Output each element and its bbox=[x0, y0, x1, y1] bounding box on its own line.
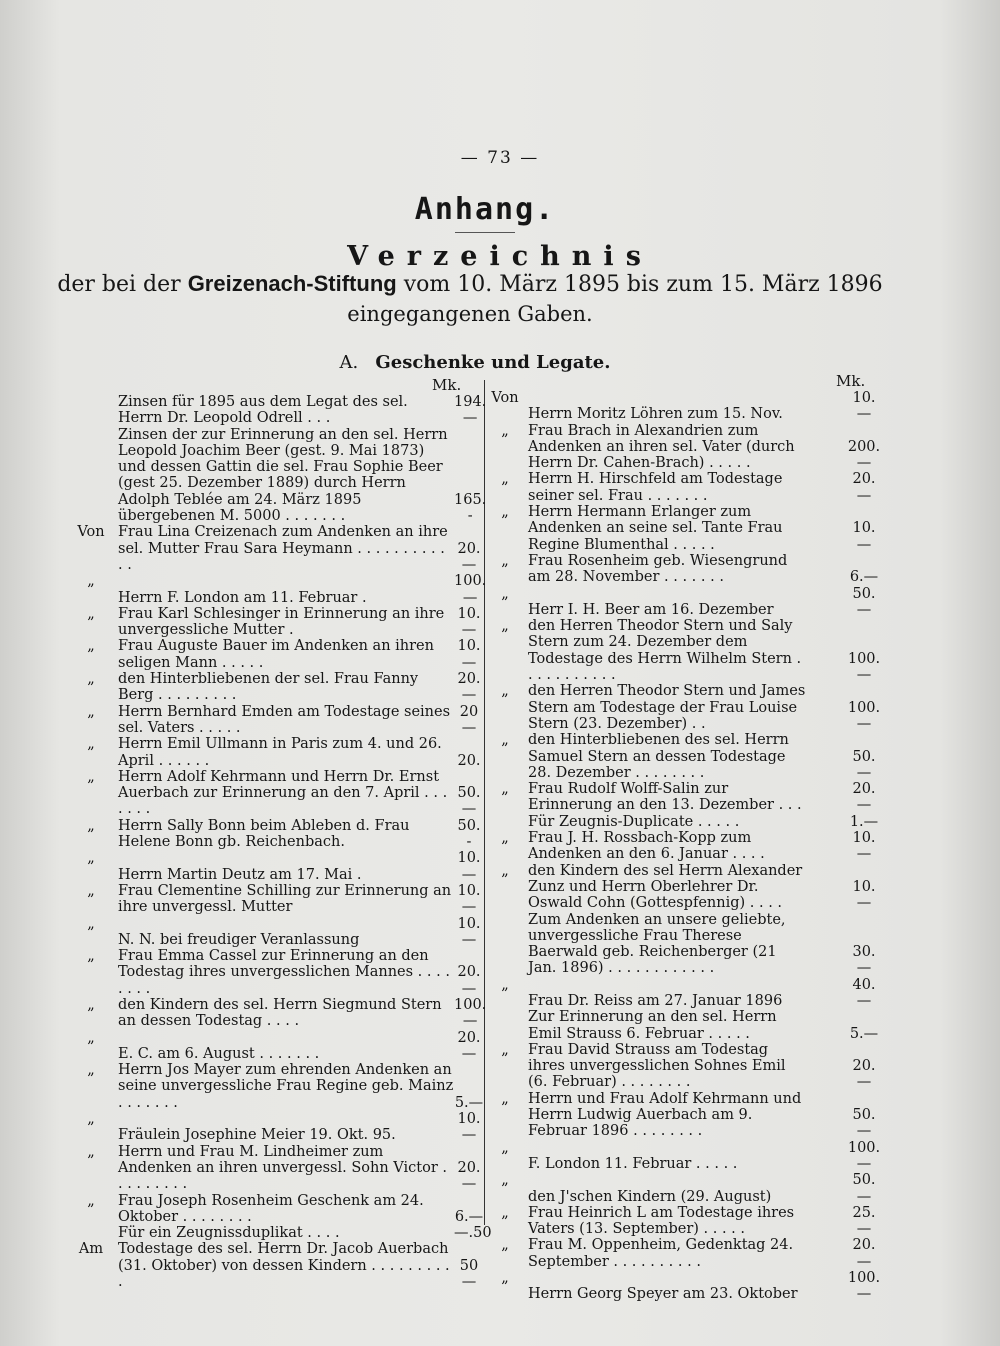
entry-text: Zur Erinnerung an den sel. Herrn Emil Strauss 6. Februar . . . . . bbox=[528, 1009, 777, 1042]
entry-text: Herrn Jos Mayer zum ehrenden Andenken an seine unvergessliche Frau Regine geb. Mainz . . . . . . . bbox=[118, 1062, 454, 1111]
entry-amount: 20.— bbox=[457, 964, 481, 997]
donation-entry bbox=[64, 426, 487, 525]
entry-amount: 5.— bbox=[454, 1094, 484, 1111]
entry-text: Herrn Adolf Kehrmann und Herrn Dr. Ernst Auerbach zur Erinnerung an den 7. April . . . . . . . bbox=[118, 768, 448, 818]
entry-text: Frau Clementine Schilling zur Erinnerung an ihre unvergessl. Mutter bbox=[118, 882, 452, 916]
entry-text: Herrn und Frau M. Lindheimer zum Andenken an ihren unvergessl. Sohn Victor . . . . . . . . . bbox=[118, 1143, 447, 1193]
entry-prefix: „ bbox=[87, 948, 95, 965]
entry-text: Herrn F. London am 11. Februar . bbox=[118, 589, 367, 606]
entry-prefix: „ bbox=[501, 1204, 509, 1221]
entry-text: Frau Brach in Alexandrien zum Andenken an ihren sel. Vater (durch Herrn Dr. Cahen-Brach) . . . . . bbox=[528, 422, 795, 472]
entry-amount: 20.— bbox=[457, 1159, 481, 1193]
donation-entry bbox=[64, 850, 484, 883]
entry-prefix: „ bbox=[501, 1090, 509, 1107]
donation-entry bbox=[482, 504, 882, 553]
entry-prefix: Am bbox=[78, 1241, 104, 1258]
entry-text: Frau David Strauss am Todestag ihres unvergesslichen Sohnes Emil (6. Februar) . . . . . . . . bbox=[528, 1041, 786, 1091]
entry-amount: 6.— bbox=[849, 569, 879, 586]
entry-amount: 1.— bbox=[849, 813, 879, 830]
entry-amount: 10.— bbox=[852, 878, 876, 912]
subtitle-line-2: eingegangenen Gaben. bbox=[347, 302, 593, 326]
donation-entry bbox=[64, 638, 484, 671]
entry-amount: 10.— bbox=[457, 850, 481, 883]
entry-text: Todestage des sel. Herrn Dr. Jacob Auerbach (31. Oktober) von dessen Kindern . . . . . . . . . . bbox=[118, 1241, 450, 1291]
entry-text: Herrn Moritz Löhren zum 15. Nov. bbox=[528, 406, 783, 423]
entry-text: Fräulein Josephine Meier 19. Okt. 95. bbox=[118, 1127, 396, 1144]
entry-text: Frau Emma Cassel zur Erinnerung an den Todestag ihres unvergesslichen Mannes . . . . . . . . bbox=[118, 948, 450, 997]
entry-prefix: „ bbox=[87, 915, 95, 932]
entry-prefix: „ bbox=[87, 736, 95, 753]
entry-prefix: Von bbox=[77, 524, 105, 541]
entry-prefix: „ bbox=[87, 671, 95, 688]
donation-entry bbox=[482, 977, 882, 1010]
entry-text: Frau M. Oppenheim, Gedenktag 24. September . . . . . . . . . . bbox=[528, 1237, 794, 1270]
entry-text: Herrn Hermann Erlanger zum Andenken an seine sel. Tante Frau Regine Blumenthal . . . . . bbox=[528, 504, 783, 553]
donation-entry bbox=[482, 830, 882, 863]
entry-prefix: „ bbox=[501, 1139, 509, 1156]
donation-entry bbox=[64, 1193, 484, 1226]
entry-text: F. London 11. Februar . . . . . bbox=[528, 1155, 738, 1172]
entry-text: Für Zeugnis-Duplicate . . . . . bbox=[528, 813, 740, 830]
entry-amount: 165. - bbox=[454, 491, 487, 525]
entry-prefix: „ bbox=[87, 638, 95, 655]
entry-text: Herrn Emil Ullmann in Paris zum 4. und 26. April . . . . . . bbox=[118, 736, 442, 769]
entry-amount: 50.— bbox=[852, 585, 876, 618]
entry-text: Frau Karl Schlesinger in Erinnerung an ihre unvergessliche Mutter . bbox=[118, 605, 445, 639]
entry-amount: 50 — bbox=[459, 1257, 479, 1291]
entry-prefix: „ bbox=[501, 1172, 509, 1189]
donation-entry bbox=[482, 471, 882, 504]
entry-prefix: „ bbox=[501, 862, 509, 879]
entry-text: Zum Andenken an unsere geliebte, unvergessliche Frau Therese Baerwald geb. Reichenberger (21 Jan. 1896) . . . . . . . . . . . . bbox=[528, 911, 786, 977]
entry-text: Herrn H. Hirschfeld am Todestage seiner sel. Frau . . . . . . . bbox=[528, 471, 783, 504]
entry-amount: 20.— bbox=[852, 471, 876, 504]
donation-entry bbox=[482, 1091, 882, 1140]
entry-text: Frau Lina Creizenach zum Andenken an ihre sel. Mutter Frau Sara Heymann . . . . . . . . . . . . bbox=[118, 524, 448, 573]
entry-amount: 100.— bbox=[847, 1139, 881, 1172]
entry-prefix: „ bbox=[501, 552, 509, 569]
entry-prefix: „ bbox=[501, 1041, 509, 1058]
appendix-heading: Anhang. bbox=[414, 192, 556, 227]
entry-amount: 6.— bbox=[454, 1208, 484, 1225]
donation-entry bbox=[482, 1270, 882, 1303]
donation-entry bbox=[482, 618, 882, 683]
entry-prefix: „ bbox=[501, 1237, 509, 1254]
entry-prefix: „ bbox=[501, 471, 509, 488]
entry-amount: 50.— bbox=[852, 1172, 876, 1205]
donation-entry bbox=[64, 524, 484, 573]
right-column bbox=[482, 390, 882, 1303]
donation-entry bbox=[482, 732, 882, 781]
donation-entry bbox=[482, 1237, 882, 1270]
entry-amount: 100.— bbox=[454, 996, 487, 1030]
donation-entry bbox=[64, 1030, 484, 1063]
foundation-name: Greizenach-Stiftung bbox=[187, 271, 397, 296]
donation-entry bbox=[64, 996, 487, 1030]
donation-entry bbox=[64, 1241, 484, 1290]
donation-entry bbox=[64, 916, 484, 949]
entry-prefix: „ bbox=[501, 732, 509, 749]
donation-entry bbox=[64, 573, 487, 606]
currency-label-left: Mk. bbox=[432, 376, 462, 394]
entry-amount: 20.— bbox=[457, 671, 481, 704]
entry-amount: 20. bbox=[457, 752, 481, 769]
section-heading bbox=[0, 352, 950, 373]
entry-prefix: „ bbox=[87, 1029, 95, 1046]
heading-rule bbox=[455, 232, 515, 233]
entry-text: den Herren Theodor Stern und James Stern am Todestage der Frau Louise Stern (23. Dezember) . . bbox=[528, 683, 806, 732]
entry-amount: 100.— bbox=[454, 573, 487, 606]
donation-entry bbox=[64, 1111, 484, 1144]
entry-prefix: „ bbox=[501, 683, 509, 700]
entry-amount: 20.— bbox=[457, 1029, 481, 1062]
donation-entry bbox=[64, 671, 484, 704]
currency-label-right: Mk. bbox=[836, 372, 866, 390]
entry-text: E. C. am 6. August . . . . . . . bbox=[118, 1045, 320, 1062]
entry-amount: —.50 bbox=[454, 1225, 492, 1242]
entry-amount: 100.— bbox=[847, 1270, 881, 1303]
donation-entry bbox=[482, 553, 882, 586]
entry-text: Herr I. H. Beer am 16. Dezember bbox=[528, 601, 774, 618]
entry-text: Herrn Martin Deutz am 17. Mai . bbox=[118, 866, 362, 883]
donation-entry bbox=[64, 948, 484, 997]
donation-entry bbox=[64, 704, 484, 737]
document-title: Verzeichnis bbox=[347, 241, 653, 272]
donation-entry bbox=[482, 912, 882, 977]
entry-text: Frau Heinrich L am Todestage ihres Vaters (13. September) . . . . . bbox=[528, 1204, 795, 1238]
entry-prefix: „ bbox=[87, 817, 95, 834]
entry-text: Frau Dr. Reiss am 27. Januar 1896 bbox=[528, 992, 783, 1009]
donation-entry bbox=[64, 736, 484, 769]
entry-prefix: Von bbox=[491, 390, 519, 406]
subtitle-line-1 bbox=[0, 271, 940, 297]
section-letter: A. bbox=[339, 352, 359, 373]
entry-prefix: „ bbox=[87, 768, 95, 785]
entry-prefix: „ bbox=[501, 618, 509, 635]
entry-amount: 10.— bbox=[457, 638, 481, 671]
entry-text: den Kindern des sel Herrn Alexander Zunz und Herrn Oberlehrer Dr. Oswald Cohn (Gottespfennig) . . . . bbox=[528, 862, 803, 912]
entry-amount: 20.— bbox=[457, 540, 481, 573]
entry-text: Herrn und Frau Adolf Kehrmann und Herrn Ludwig Auerbach am 9. Februar 1896 . . . . . . . . bbox=[528, 1090, 802, 1140]
donation-entry bbox=[482, 1172, 882, 1205]
donation-entry bbox=[482, 1009, 882, 1042]
donation-entry bbox=[482, 586, 882, 619]
donation-entry bbox=[64, 769, 484, 818]
entry-text: Frau Joseph Rosenheim Geschenk am 24. Oktober . . . . . . . . bbox=[118, 1192, 424, 1225]
entry-amount: 10.— bbox=[457, 882, 481, 916]
entry-amount: 20.— bbox=[852, 781, 876, 814]
entry-amount: 50.— bbox=[457, 785, 481, 818]
entry-text: Herrn Sally Bonn beim Ableben d. Frau Helene Bonn gb. Reichenbach. bbox=[118, 817, 410, 851]
entry-amount: 20.— bbox=[852, 1237, 876, 1270]
entry-amount: 10.— bbox=[457, 915, 481, 948]
entry-amount: 25.— bbox=[852, 1204, 876, 1238]
entry-amount: 100.— bbox=[847, 699, 881, 732]
entry-amount: 100.— bbox=[847, 650, 881, 684]
entry-text: Herrn Bernhard Emden am Todestage seines sel. Vaters . . . . . bbox=[118, 703, 451, 736]
donation-entry bbox=[64, 1225, 492, 1242]
entry-amount: 20.— bbox=[852, 1058, 876, 1091]
entry-text: den Hinterbliebenen des sel. Herrn Samuel Stern an dessen Todestage 28. Dezember . . . . . . . . bbox=[528, 732, 789, 781]
entry-prefix: „ bbox=[87, 996, 95, 1013]
entry-text: den Kindern des sel. Herrn Siegmund Stern an dessen Todestag . . . . bbox=[118, 996, 442, 1030]
entry-text: Zinsen der zur Erinnerung an den sel. Herrn Leopold Joachim Beer (gest. 9. Mai 1873) und dessen Gattin die sel. Frau Sophie Beer (gest 25. Dezember 1889) durch Herrn Adolph Teblée am 24. März 1895 übergebenen M. 5000 . . . . . . . bbox=[118, 426, 448, 525]
entry-amount: 50. - bbox=[457, 817, 481, 851]
entry-amount: 5.— bbox=[849, 1025, 879, 1042]
entry-prefix: „ bbox=[87, 1192, 95, 1209]
entry-amount: 10.— bbox=[457, 1111, 481, 1144]
donation-entry bbox=[482, 1140, 882, 1173]
entry-text: den J'schen Kindern (29. August) bbox=[528, 1188, 772, 1205]
entry-amount: 10.— bbox=[457, 605, 481, 639]
section-title: Geschenke und Legate. bbox=[375, 352, 611, 373]
entry-text: Für ein Zeugnissduplikat . . . . bbox=[118, 1225, 340, 1242]
left-column bbox=[64, 394, 492, 1291]
entry-amount: 30.— bbox=[852, 944, 876, 977]
entry-amount: 10.— bbox=[852, 390, 876, 423]
entry-prefix: „ bbox=[87, 573, 95, 590]
entry-text: Frau Rudolf Wolff-Salin zur Erinnerung an den 13. Dezember . . . bbox=[528, 781, 802, 814]
entry-text: den Herren Theodor Stern und Saly Stern zum 24. Dezember dem Todestage des Herrn Wilhelm Stern . . . . . . . . . . . bbox=[528, 618, 802, 684]
entry-text: Herrn Georg Speyer am 23. Oktober bbox=[528, 1286, 798, 1303]
donation-entry bbox=[482, 423, 882, 472]
entry-prefix: „ bbox=[87, 850, 95, 867]
donation-entry bbox=[64, 394, 487, 427]
entry-amount: 200.— bbox=[847, 438, 881, 472]
entry-prefix: „ bbox=[501, 830, 509, 847]
donation-entry bbox=[64, 1062, 484, 1111]
entry-prefix: „ bbox=[501, 504, 509, 521]
entry-amount: 50.— bbox=[852, 1107, 876, 1140]
entry-text: Frau Auguste Bauer im Andenken an ihren seligen Mann . . . . . bbox=[118, 638, 434, 671]
page-number: — 73 — bbox=[460, 148, 540, 168]
entry-prefix: „ bbox=[501, 1270, 509, 1287]
entry-text: den Hinterbliebenen der sel. Frau Fanny Berg . . . . . . . . . bbox=[118, 671, 419, 704]
subtitle-post: vom 10. März 1895 bis zum 15. März 1896 bbox=[403, 272, 883, 297]
entry-prefix: „ bbox=[87, 1062, 95, 1079]
donation-entry bbox=[482, 781, 882, 814]
donation-entry bbox=[482, 1042, 882, 1091]
entry-prefix: „ bbox=[501, 422, 509, 439]
entry-amount: 50.— bbox=[852, 748, 876, 781]
donation-entry bbox=[482, 390, 882, 423]
subtitle-pre: der bei der bbox=[57, 272, 181, 297]
entry-prefix: „ bbox=[501, 781, 509, 798]
entry-prefix: „ bbox=[87, 703, 95, 720]
entry-text: Zinsen für 1895 aus dem Legat des sel. Herrn Dr. Leopold Odrell . . . bbox=[118, 394, 408, 427]
donation-entry bbox=[482, 814, 882, 830]
entry-prefix: „ bbox=[87, 1111, 95, 1128]
entry-text: N. N. bei freudiger Veranlassung bbox=[118, 931, 360, 948]
entry-amount: 20 — bbox=[459, 703, 479, 736]
entry-amount: 194.— bbox=[454, 394, 487, 427]
entry-text: Frau J. H. Rossbach-Kopp zum Andenken an den 6. Januar . . . . bbox=[528, 830, 765, 863]
donation-entry bbox=[64, 818, 484, 851]
donation-entry bbox=[482, 683, 882, 732]
donation-entry bbox=[64, 883, 484, 916]
entry-text: Frau Rosenheim geb. Wiesengrund am 28. November . . . . . . . bbox=[528, 552, 788, 586]
entry-prefix: „ bbox=[87, 1143, 95, 1160]
entry-amount: 40.— bbox=[852, 976, 876, 1009]
donation-entry bbox=[482, 1205, 882, 1238]
entry-prefix: „ bbox=[87, 605, 95, 622]
donation-entry bbox=[64, 1144, 484, 1193]
entry-prefix: „ bbox=[501, 585, 509, 602]
entry-amount: 10.— bbox=[852, 830, 876, 863]
donation-entry bbox=[482, 863, 882, 912]
entry-prefix: „ bbox=[87, 882, 95, 899]
entry-prefix: „ bbox=[501, 976, 509, 993]
entry-amount: 10.— bbox=[852, 520, 876, 553]
donation-entry bbox=[64, 606, 484, 639]
